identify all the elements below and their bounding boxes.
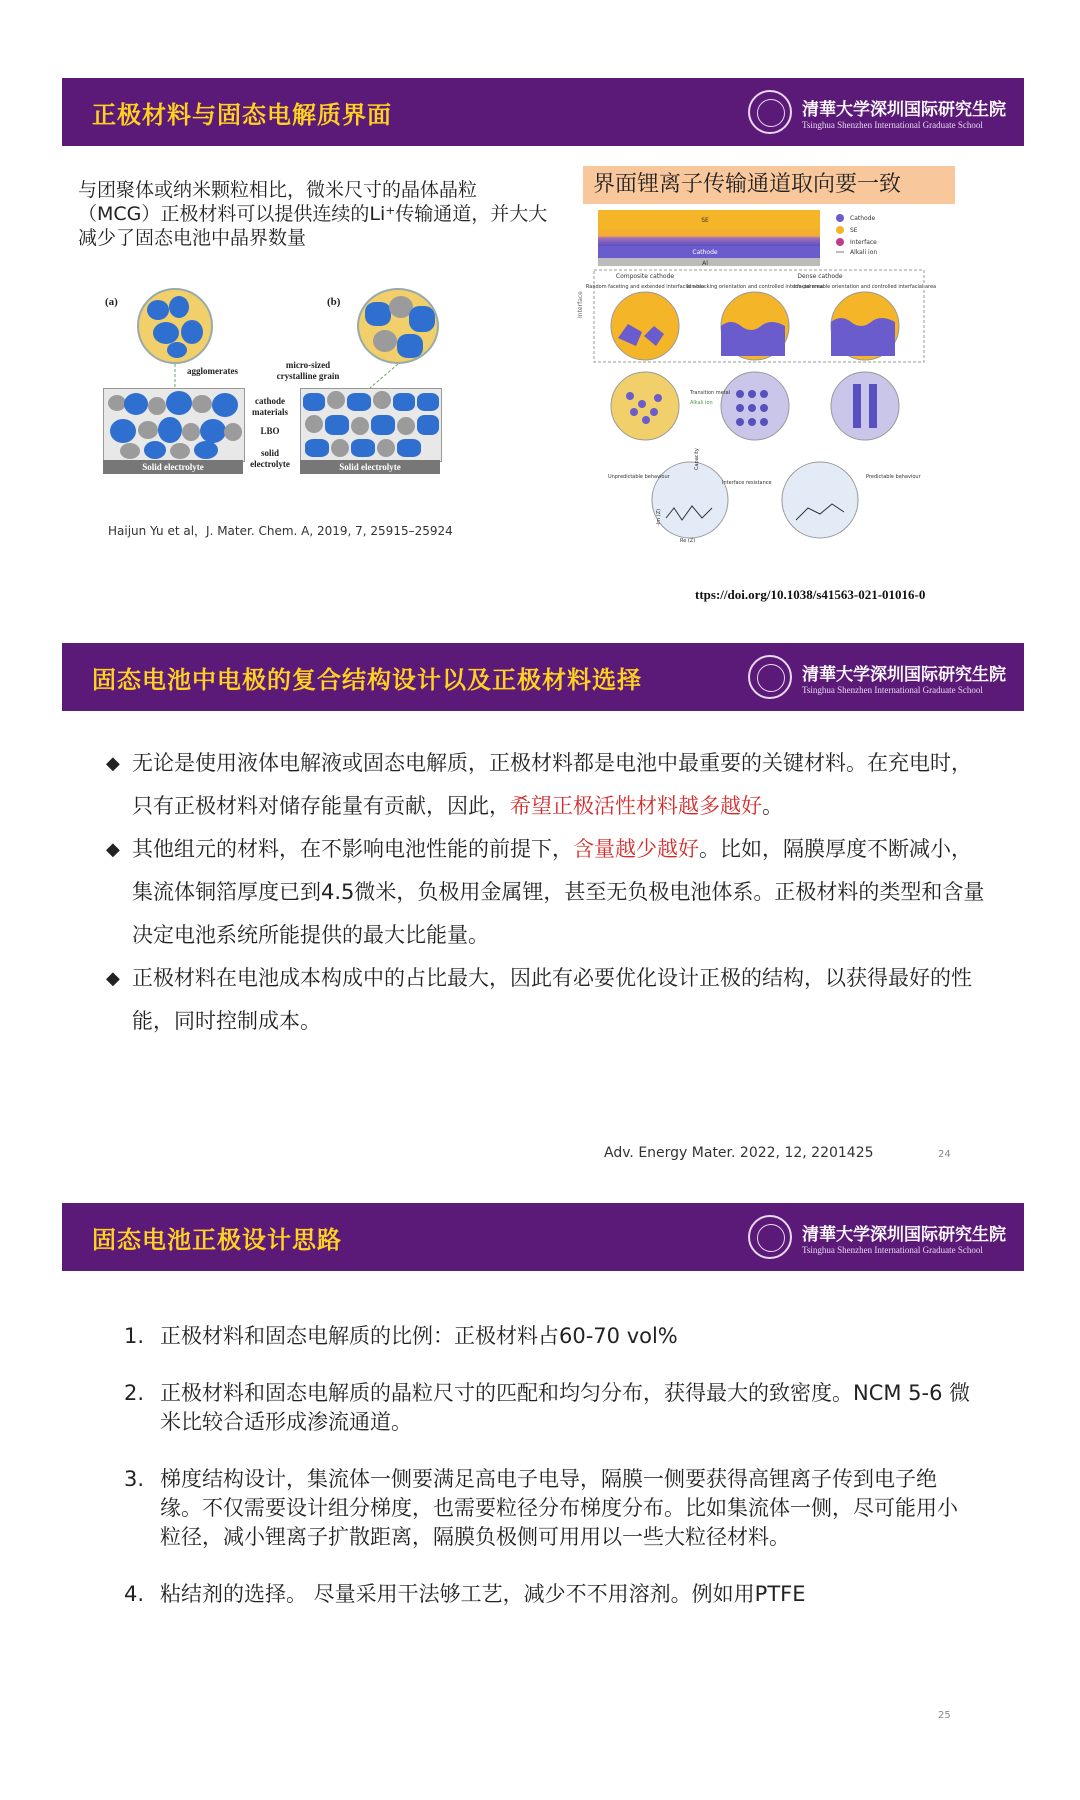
university-logo: [748, 1215, 1006, 1259]
re-z-axis-label: Re (Z): [680, 538, 696, 544]
slide3-header: [62, 1203, 1024, 1271]
university-logo: [748, 90, 1006, 134]
page-number: 25: [938, 1710, 951, 1721]
predictable-label: Predictable behaviour: [866, 474, 921, 480]
layer-label-se: SE: [701, 217, 709, 224]
university-seal-icon: [748, 1215, 792, 1259]
zoom-connector-lines: [95, 288, 495, 503]
im-z-axis-label: -Im (Z): [656, 508, 662, 526]
solid-electrolyte-base-a: Solid electrolyte: [103, 460, 243, 474]
panel-label-b: (b): [327, 296, 341, 308]
list-item: 4. 粘结剂的选择。 尽量采用干法够工艺，减少不不用溶剂。例如用PTFE: [124, 1582, 806, 1606]
group-label-composite: Composite cathode: [615, 273, 675, 280]
slide2-bullet-list: [106, 742, 986, 1043]
agglomerates-label: agglomerates: [187, 366, 238, 376]
highlight-text: 含量越少越好: [573, 837, 699, 861]
bullet-item: ◆ 正极材料在电池成本构成中的占比最大，因此有必要优化设计正极的结构，以获得最好的性能，同时控制成本。: [106, 957, 986, 1043]
slide2-header: [62, 643, 1024, 711]
lbo-label: LBO: [260, 426, 280, 436]
group-label-dense: Dense cathode: [797, 273, 843, 280]
layer-label-al: Al: [702, 260, 708, 267]
brand-name-en: Tsinghua Shenzhen International Graduate School: [802, 684, 983, 695]
brand-name-cn: 清華大学深圳国际研究生院: [802, 1224, 1006, 1245]
column-caption: Ion-permeable orientation and controlled interfacial area: [793, 284, 937, 290]
list-item: 1. 正极材料和固态电解质的比例：正极材料占60-70 vol%: [124, 1324, 678, 1348]
highlight-text: 希望正极活性材料越多越好: [510, 794, 762, 818]
slide2-title: 固态电池中电极的复合结构设计以及正极材料选择: [92, 665, 642, 694]
interface-callout: 界面锂离子传输通道取向要一致: [583, 166, 955, 204]
solid-electrolyte-label: solid electrolyte: [250, 448, 290, 469]
brand-name-en: Tsinghua Shenzhen International Graduate School: [802, 119, 983, 130]
page-number: 24: [938, 1149, 951, 1160]
slide3-numbered-list: [124, 1322, 974, 1637]
column-caption: Random faceting and extended interfacial area: [585, 284, 705, 290]
panel-label-a: (a): [105, 296, 118, 308]
solid-electrolyte-base-b: Solid electrolyte: [300, 460, 440, 474]
slide1-title: 正极材料与固态电解质界面: [92, 100, 392, 129]
alkali-ion-label: Alkali ion: [690, 400, 713, 406]
slide1-header: [62, 78, 1024, 146]
layer-label-cathode: Cathode: [692, 249, 718, 256]
slide1-citation: Haijun Yu et al，J. Mater. Chem. A, 2019, 7, 25915–25924: [108, 524, 453, 538]
transition-metal-label: Transition metal: [690, 390, 731, 396]
interface-resistance-label: Interface resistance: [722, 480, 772, 486]
list-item: 2. 正极材料和固态电解质的晶粒尺寸的匹配和均匀分布，获得最大的致密度。NCM 5-6 微米比较合适形成渗流通道。: [124, 1381, 971, 1434]
slide2-citation: Adv. Energy Mater. 2022, 12, 2201425: [604, 1145, 874, 1161]
column-caption: Ion-blocking orientation and controlled interfacial area: [686, 284, 824, 290]
legend-entry: SE: [850, 227, 858, 234]
slide1-intro-text: 与团聚体或纳米颗粒相比，微米尺寸的晶体晶粒（MCG）正极材料可以提供连续的Li⁺传输通道，并大大减少了固态电池中晶界数量: [78, 179, 548, 249]
university-seal-icon: [748, 655, 792, 699]
list-item: 3. 梯度结构设计，集流体一侧要满足高电子电导，隔膜一侧要获得高锂离子传到电子绝缘。不仅需要设计组分梯度，也需要粒径分布梯度分布。比如集流体一侧，尽可能用小粒径，减小锂离子扩散距离，隔膜负极侧可用用以一些大粒径材料。: [124, 1467, 958, 1549]
slide3-title: 固态电池正极设计思路: [92, 1225, 342, 1254]
legend-entry: Alkali ion: [850, 249, 878, 256]
micro-sized-grain-label: micro-sized crystalline grain: [276, 360, 340, 381]
legend-entry: Cathode: [850, 215, 876, 222]
brand-name-cn: 清華大学深圳国际研究生院: [802, 664, 1006, 685]
slide1-doi: ttps://doi.org/10.1038/s41563-021-01016-0: [695, 587, 926, 602]
university-seal-icon: [748, 90, 792, 134]
bullet-item: ◆ 其他组元的材料，在不影响电池性能的前提下，含量越少越好。比如，隔膜厚度不断减小，集流体铜箔厚度已到4.5微米，负极用金属锂，甚至无负极电池体系。正极材料的类型和含量决定电池系统所能提供的最大比能量。: [106, 828, 986, 957]
microstructure-figure: [95, 288, 495, 503]
brand-name-cn: 清華大学深圳国际研究生院: [802, 99, 1006, 120]
capacity-axis-label: Capacity: [694, 448, 700, 470]
cathode-materials-label: cathode materials: [252, 396, 288, 417]
unpredictable-label: Unpredictable behaviour: [608, 474, 670, 480]
bullet-item: ◆ 无论是使用液体电解液或固态电解质，正极材料都是电池中最重要的关键材料。在充电时，只有正极材料对储存能量有贡献，因此，希望正极活性材料越多越好。: [106, 742, 986, 828]
brand-name-en: Tsinghua Shenzhen International Graduate School: [802, 1244, 983, 1255]
interface-schematic-figure: [570, 208, 990, 578]
university-logo: [748, 655, 1006, 699]
side-label: Interface: [577, 291, 584, 318]
legend-entry: Interface: [850, 239, 877, 246]
